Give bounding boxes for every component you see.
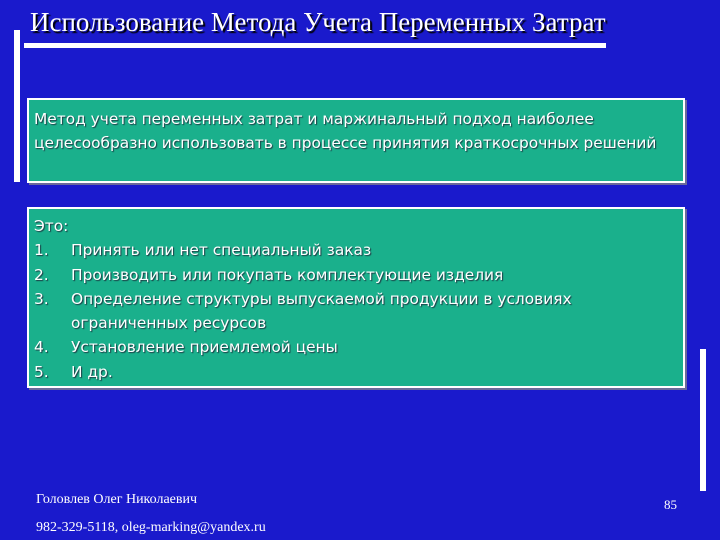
intro-box xyxy=(27,98,685,183)
list-item-text: Определение структуры выпускаемой продукции в условиях ограниченных ресурсов xyxy=(71,289,572,333)
page-number: 85 xyxy=(664,497,677,512)
list-item-number: 3. xyxy=(34,289,49,308)
usage-list xyxy=(34,238,679,384)
right-accent-bar xyxy=(700,349,706,491)
footer-contact: 982-329-5118, oleg-marking@yandex.ru xyxy=(36,520,266,535)
list-item xyxy=(34,360,679,384)
list-item-text: И др. xyxy=(71,362,113,381)
list-item xyxy=(34,335,679,359)
list-item-number: 4. xyxy=(34,338,49,357)
list-item-number: 1. xyxy=(34,241,49,260)
left-accent-bar xyxy=(14,30,20,182)
list-item xyxy=(34,238,679,262)
list-item xyxy=(34,263,679,287)
list-item-text: Установление приемлемой цены xyxy=(71,338,338,357)
list-item-text: Производить или покупать комплектующие изделия xyxy=(71,265,504,284)
list-heading: Это: xyxy=(34,217,69,235)
slide-title: Использование Метода Учета Переменных Затрат xyxy=(30,7,606,37)
footer-author: Головлев Олег Николаевич xyxy=(36,492,198,507)
list-item-text: Принять или нет специальный заказ xyxy=(71,241,372,260)
list-item xyxy=(34,287,679,336)
title-underline xyxy=(24,43,606,48)
list-item-number: 5. xyxy=(34,362,49,381)
list-item-number: 2. xyxy=(34,265,49,284)
usage-list-box xyxy=(27,207,685,388)
intro-text: Метод учета переменных затрат и маржинальный подход наиболее целесообразно использовать в процессе принятия краткосрочных решений xyxy=(34,110,657,152)
